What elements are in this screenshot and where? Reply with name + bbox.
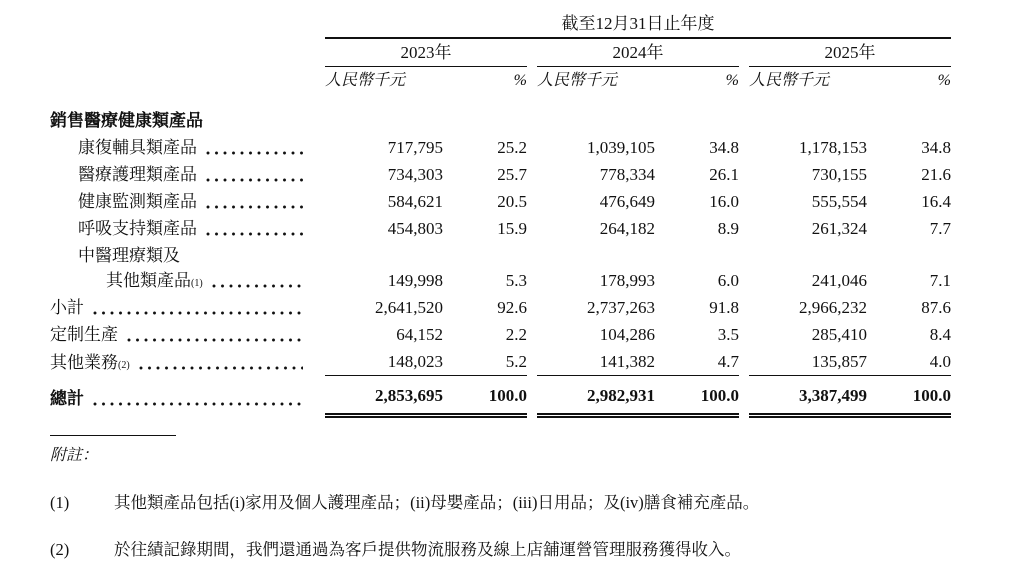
pct-value: 8.9 bbox=[717, 219, 739, 238]
period-header-row bbox=[50, 10, 951, 38]
amount-value: 141,382 bbox=[599, 352, 655, 371]
unit-header: 人民幣千元 bbox=[325, 72, 406, 89]
amount-value: 2,641,520 bbox=[375, 298, 443, 317]
footnote-1 bbox=[50, 491, 1024, 514]
row-label-text: 呼吸支持類產品 bbox=[78, 219, 197, 238]
amount-value: 2,982,931 bbox=[537, 376, 655, 416]
year-header-2023: 2023年 bbox=[325, 38, 527, 67]
row-label-text: 其他業務 bbox=[50, 352, 118, 372]
pct-value: 2.2 bbox=[505, 325, 527, 344]
column-gap bbox=[739, 215, 749, 242]
pct-value: 6.0 bbox=[717, 271, 739, 290]
amount-value: 1,039,105 bbox=[587, 138, 655, 157]
column-gap bbox=[527, 188, 537, 215]
data-row bbox=[50, 294, 951, 321]
pct-value: 4.7 bbox=[717, 352, 739, 371]
column-gap bbox=[739, 67, 749, 95]
column-gap bbox=[739, 134, 749, 161]
unit-header: 人民幣千元 bbox=[749, 72, 830, 89]
pct-value: 25.7 bbox=[497, 165, 527, 184]
dot-leader bbox=[206, 232, 303, 236]
dot-leader bbox=[206, 205, 303, 209]
amount-value: 285,410 bbox=[811, 325, 867, 344]
amount-value: 148,023 bbox=[387, 352, 443, 371]
amount-value: 241,046 bbox=[811, 271, 867, 290]
column-gap bbox=[527, 215, 537, 242]
pct-value: 87.6 bbox=[921, 298, 951, 317]
row-label-cell bbox=[50, 161, 325, 188]
row-label-cell bbox=[50, 321, 325, 348]
data-row bbox=[50, 134, 951, 161]
data-row bbox=[50, 161, 951, 188]
column-gap bbox=[739, 321, 749, 348]
column-gap bbox=[527, 67, 537, 95]
row-label-cell bbox=[50, 294, 325, 321]
data-row bbox=[50, 348, 951, 376]
amount-value: 454,803 bbox=[387, 219, 443, 238]
dot-leader bbox=[206, 151, 303, 155]
table-body bbox=[50, 107, 951, 416]
empty-cell bbox=[50, 38, 325, 67]
column-gap bbox=[739, 161, 749, 188]
row-label-text: 小計 bbox=[50, 298, 84, 317]
column-gap bbox=[527, 134, 537, 161]
data-row bbox=[50, 242, 951, 294]
amount-value: 64,152 bbox=[396, 325, 443, 344]
dot-leader bbox=[139, 366, 303, 370]
column-gap bbox=[739, 376, 749, 416]
amount-value: 555,554 bbox=[811, 192, 867, 211]
column-gap bbox=[527, 321, 537, 348]
year-header-2024: 2024年 bbox=[537, 38, 739, 67]
period-header: 截至12月31日止年度 bbox=[325, 10, 951, 38]
data-row bbox=[50, 321, 951, 348]
footnote-1-text: 其他類產品包括(i)家用及個人護理產品；(ii)母嬰產品；(iii)日用品；及(iv)膳食補充產品。 bbox=[114, 493, 760, 512]
amount-value: 104,286 bbox=[599, 325, 655, 344]
pct-value: 100.0 bbox=[867, 376, 951, 416]
column-gap bbox=[527, 294, 537, 321]
pct-value: 34.8 bbox=[709, 138, 739, 157]
amount-value: 135,857 bbox=[811, 352, 867, 371]
spacer-row bbox=[50, 94, 951, 107]
amount-value: 717,795 bbox=[387, 138, 443, 157]
pct-value: 91.8 bbox=[709, 298, 739, 317]
section-row bbox=[50, 107, 951, 134]
row-label-text: 健康監測類產品 bbox=[78, 192, 197, 211]
dot-leader bbox=[212, 284, 303, 288]
pct-value: 21.6 bbox=[921, 165, 951, 184]
pct-value: 25.2 bbox=[497, 138, 527, 157]
pct-value: 8.4 bbox=[929, 325, 951, 344]
row-label-cell bbox=[50, 134, 325, 161]
pct-value: 20.5 bbox=[497, 192, 527, 211]
footnote-2 bbox=[50, 538, 1024, 561]
column-gap bbox=[527, 242, 537, 294]
pct-value: 5.2 bbox=[505, 352, 527, 371]
revenue-breakdown-table bbox=[50, 10, 951, 418]
pct-value: 7.7 bbox=[929, 219, 951, 238]
data-row bbox=[50, 188, 951, 215]
dot-leader bbox=[93, 311, 303, 315]
amount-value: 3,387,499 bbox=[749, 376, 867, 416]
amount-value: 584,621 bbox=[387, 192, 443, 211]
amount-value: 2,966,232 bbox=[799, 298, 867, 317]
column-gap bbox=[739, 188, 749, 215]
amount-value: 149,998 bbox=[387, 271, 443, 290]
footnote-2-text: 於往績記錄期間，我們還通過為客戶提供物流服務及線上店舖運營管理服務獲得收入。 bbox=[114, 540, 741, 559]
year-header-row bbox=[50, 38, 951, 67]
amount-value: 778,334 bbox=[599, 165, 655, 184]
pct-value: 5.3 bbox=[505, 271, 527, 290]
dot-leader bbox=[93, 402, 303, 406]
amount-value: 178,993 bbox=[599, 271, 655, 290]
amount-value: 2,737,263 bbox=[587, 298, 655, 317]
row-label-text: 總計 bbox=[50, 388, 84, 408]
column-gap bbox=[527, 161, 537, 188]
column-gap bbox=[739, 242, 749, 294]
pct-value: 3.5 bbox=[717, 325, 739, 344]
amount-value: 730,155 bbox=[811, 165, 867, 184]
pct-value: 26.1 bbox=[709, 165, 739, 184]
row-label-text: 其他類產品 bbox=[106, 271, 191, 290]
column-gap bbox=[527, 38, 537, 67]
pct-value: 16.4 bbox=[921, 192, 951, 211]
empty-cells bbox=[325, 107, 951, 134]
amount-value: 261,324 bbox=[811, 219, 867, 238]
column-gap bbox=[527, 348, 537, 376]
row-label-cell bbox=[50, 215, 325, 242]
percent-header: % bbox=[725, 72, 739, 89]
percent-header: % bbox=[513, 72, 527, 89]
empty-cell bbox=[50, 67, 325, 95]
total-row bbox=[50, 376, 951, 416]
row-label-cell bbox=[50, 376, 325, 416]
amount-value: 734,303 bbox=[387, 165, 443, 184]
pct-value: 16.0 bbox=[709, 192, 739, 211]
data-row bbox=[50, 215, 951, 242]
row-label-text: 康復輔具類產品 bbox=[78, 138, 197, 157]
unit-header-row bbox=[50, 67, 951, 95]
pct-value: 100.0 bbox=[443, 376, 527, 416]
pct-value: 100.0 bbox=[655, 376, 739, 416]
row-label-cell: 其他業務 (2) bbox=[50, 348, 325, 376]
dot-leader bbox=[206, 178, 303, 182]
year-header-2025: 2025年 bbox=[749, 38, 951, 67]
column-gap bbox=[739, 294, 749, 321]
footnote-separator bbox=[50, 435, 176, 436]
row-label-cell bbox=[50, 107, 325, 134]
amount-value: 2,853,695 bbox=[325, 376, 443, 416]
footnote-2-number: (2) bbox=[50, 540, 70, 559]
percent-header: % bbox=[937, 72, 951, 89]
pct-value: 34.8 bbox=[921, 138, 951, 157]
corner-cell bbox=[50, 10, 325, 38]
amount-value: 476,649 bbox=[599, 192, 655, 211]
column-gap bbox=[739, 38, 749, 67]
pct-value: 7.1 bbox=[929, 271, 951, 290]
row-label-text: 醫療護理類產品 bbox=[78, 165, 197, 184]
column-gap bbox=[739, 348, 749, 376]
footnotes-heading: 附註： bbox=[50, 447, 99, 464]
row-label-cell: 中醫理療類及 其他類產品 (1) bbox=[50, 242, 325, 294]
unit-header: 人民幣千元 bbox=[537, 72, 618, 89]
footnote-1-number: (1) bbox=[50, 493, 70, 512]
amount-value: 264,182 bbox=[599, 219, 655, 238]
pct-value: 15.9 bbox=[497, 219, 527, 238]
pct-value: 92.6 bbox=[497, 298, 527, 317]
amount-value: 1,178,153 bbox=[799, 138, 867, 157]
row-label-text: 定制生產 bbox=[50, 325, 118, 344]
row-label-text: 銷售醫療健康類產品 bbox=[50, 111, 203, 130]
pct-value: 4.0 bbox=[929, 352, 951, 371]
column-gap bbox=[527, 376, 537, 416]
row-label-line1: 中醫理療類及 bbox=[78, 246, 180, 265]
row-label-cell bbox=[50, 188, 325, 215]
dot-leader bbox=[127, 338, 303, 342]
